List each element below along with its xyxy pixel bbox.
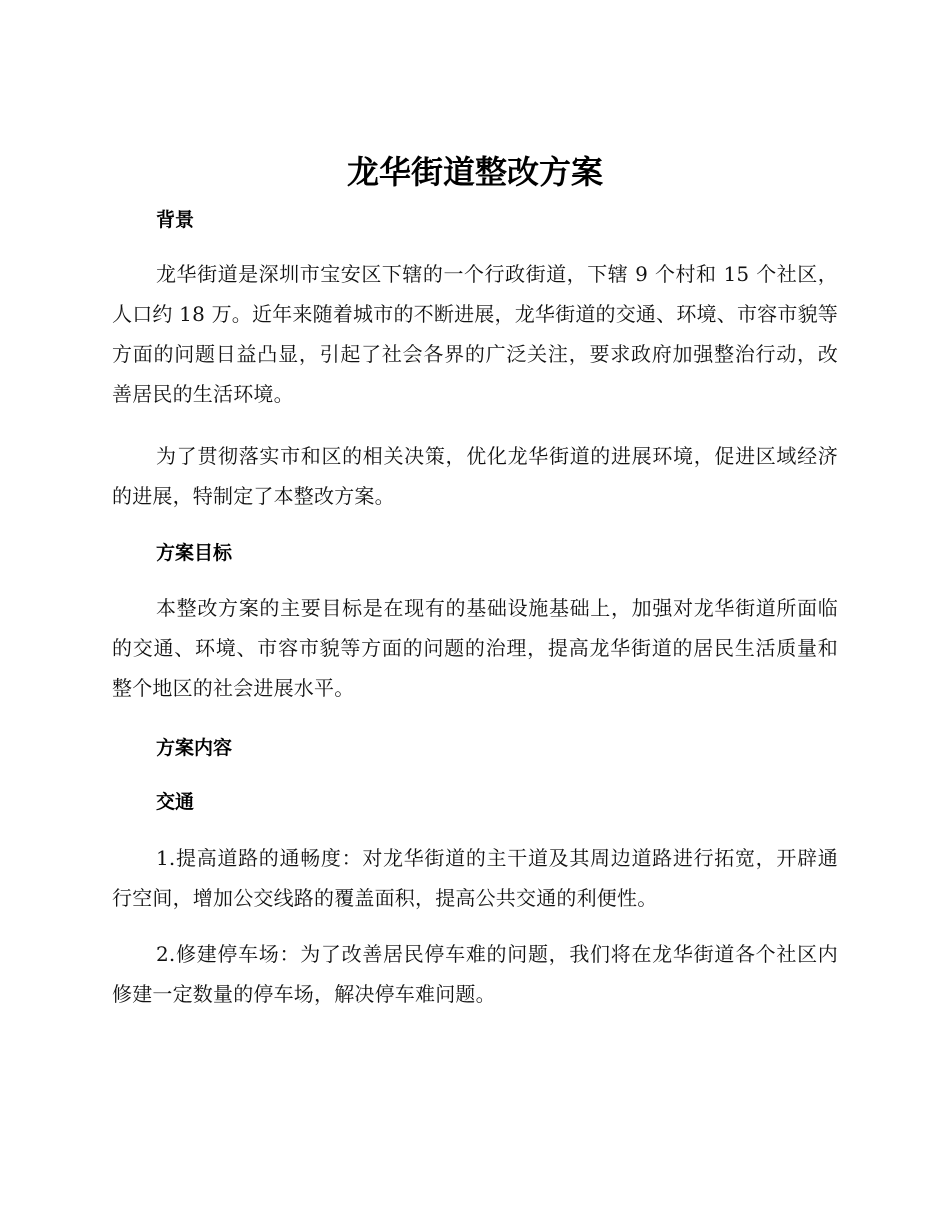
paragraph-traffic-1: 1.提高道路的通畅度：对龙华街道的主干道及其周边道路进行拓宽，开辟通行空间，增加公交线路的覆盖面积，提高公共交通的利便性。 xyxy=(112,846,838,910)
section-heading-goals: 方案目标 xyxy=(156,542,233,564)
document-title: 龙华街道整改方案 xyxy=(346,153,603,191)
section-heading-traffic: 交通 xyxy=(156,791,195,813)
paragraph-goals-1: 本整改方案的主要目标是在现有的基础设施基础上，加强对龙华街道所面临的交通、环境、市容市貌等方面的问题的治理，提高龙华街道的居民生活质量和整个地区的社会进展水平。 xyxy=(112,596,838,700)
paragraph-traffic-2: 2.修建停车场：为了改善居民停车难的问题，我们将在龙华街道各个社区内修建一定数量的停车场，解决停车难问题。 xyxy=(112,942,838,1006)
paragraph-background-2: 为了贯彻落实市和区的相关决策，优化龙华街道的进展环境，促进区域经济的进展，特制定了本整改方案。 xyxy=(112,444,838,508)
section-heading-background: 背景 xyxy=(156,209,195,231)
section-heading-content: 方案内容 xyxy=(156,737,233,759)
paragraph-background-1: 龙华街道是深圳市宝安区下辖的一个行政街道，下辖 9 个村和 15 个社区，人口约 18 万。近年来随着城市的不断进展，龙华街道的交通、环境、市容市貌等方面的问题日益凸显，引起了社会各界的广泛关注，要求政府加强整治行动，改善居民的生活环境。 xyxy=(112,262,838,406)
